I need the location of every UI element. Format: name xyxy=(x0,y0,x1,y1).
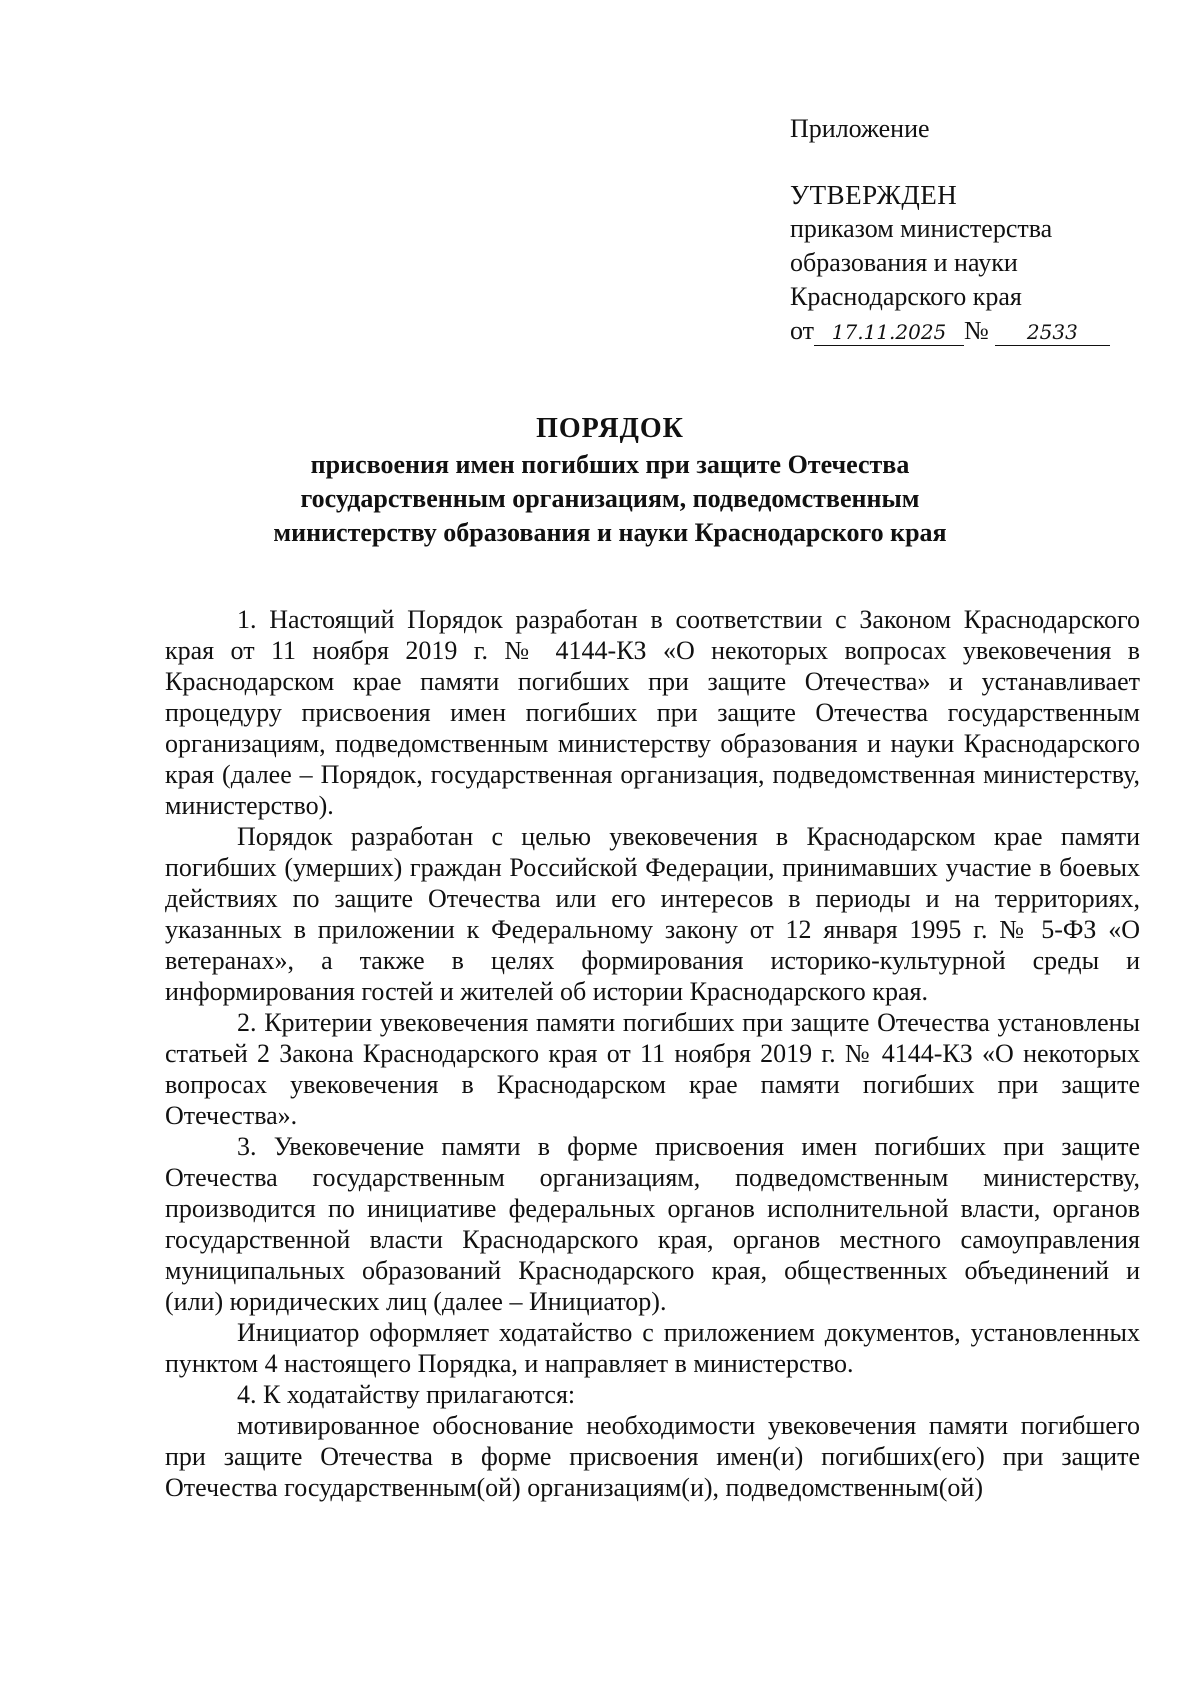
order-number-handwritten: 2533 xyxy=(995,319,1110,346)
appendix-label: Приложение xyxy=(790,114,930,143)
order-date-line xyxy=(790,314,1180,348)
date-prefix: от xyxy=(790,316,815,345)
paragraph: мотивированное обоснование необходимости увековечения памяти погибшего при защите Отечества в форме присвоения имен(и) погибших(его) при защите Отечества государственным(ой) организациям(и), подведомственным(ой) xyxy=(165,1411,1140,1502)
title-line: государственным организациям, подведомственным xyxy=(300,484,920,513)
title-line: министерству образования и науки Краснодарского края xyxy=(273,518,947,547)
paragraph: 4. К ходатайству прилагаются: xyxy=(237,1380,576,1409)
title-main: ПОРЯДОК xyxy=(536,413,684,444)
order-date-handwritten: 17.11.2025 xyxy=(814,319,964,346)
paragraph: 2. Критерии увековечения памяти погибших при защите Отечества установлены статьей 2 Закона Краснодарского края от 11 ноября 2019 г. № 4144-КЗ «О некоторых вопросах увековечения в Краснодарском крае памяти погибших при защите Отечества». xyxy=(165,1008,1140,1130)
document-title xyxy=(160,412,1060,550)
approval-line: образования и науки xyxy=(790,248,1018,277)
document-body xyxy=(165,604,1140,1503)
title-line: присвоения имен погибших при защите Отечества xyxy=(310,450,910,479)
approval-line: Краснодарского края xyxy=(790,282,1022,311)
paragraph: Инициатор оформляет ходатайство с приложением документов, установленных пунктом 4 настоящего Порядка, и направляет в министерство. xyxy=(165,1318,1140,1378)
approved-label: УТВЕРЖДЕН xyxy=(790,180,958,210)
approval-block xyxy=(790,112,1180,348)
paragraph: 3. Увековечение памяти в форме присвоения имен погибших при защите Отечества государственным организациям, подведомственным министерству, производится по инициативе федеральных органов исполнительной власти, органов государственной власти Краснодарского края, органов местного самоуправления муниципальных образований Краснодарского края, общественных объединений и (или) юридических лиц (далее – Инициатор). xyxy=(165,1132,1140,1316)
paragraph: Порядок разработан с целью увековечения в Краснодарском крае памяти погибших (умерших) граждан Российской Федерации, принимавших участие в боевых действиях по защите Отечества или его интересов в периоды и на территориях, указанных в приложении к Федеральному закону от 12 января 1995 г. № 5-ФЗ «О ветеранах», а также в целях формирования историко-культурной среды и информирования гостей и жителей об истории Краснодарского края. xyxy=(165,822,1140,1006)
approval-line: приказом министерства xyxy=(790,214,1053,243)
number-sign: № xyxy=(964,316,989,345)
paragraph: 1. Настоящий Порядок разработан в соответствии с Законом Краснодарского края от 11 ноября 2019 г. № 4144-КЗ «О некоторых вопросах увековечения в Краснодарском крае памяти погибших при защите Отечества» и устанавливает процедуру присвоения имен погибших при защите Отечества государственным организациям, подведомственным министерству образования и науки Краснодарского края (далее – Порядок, государственная организация, подведомственная министерству, министерство). xyxy=(165,605,1140,820)
